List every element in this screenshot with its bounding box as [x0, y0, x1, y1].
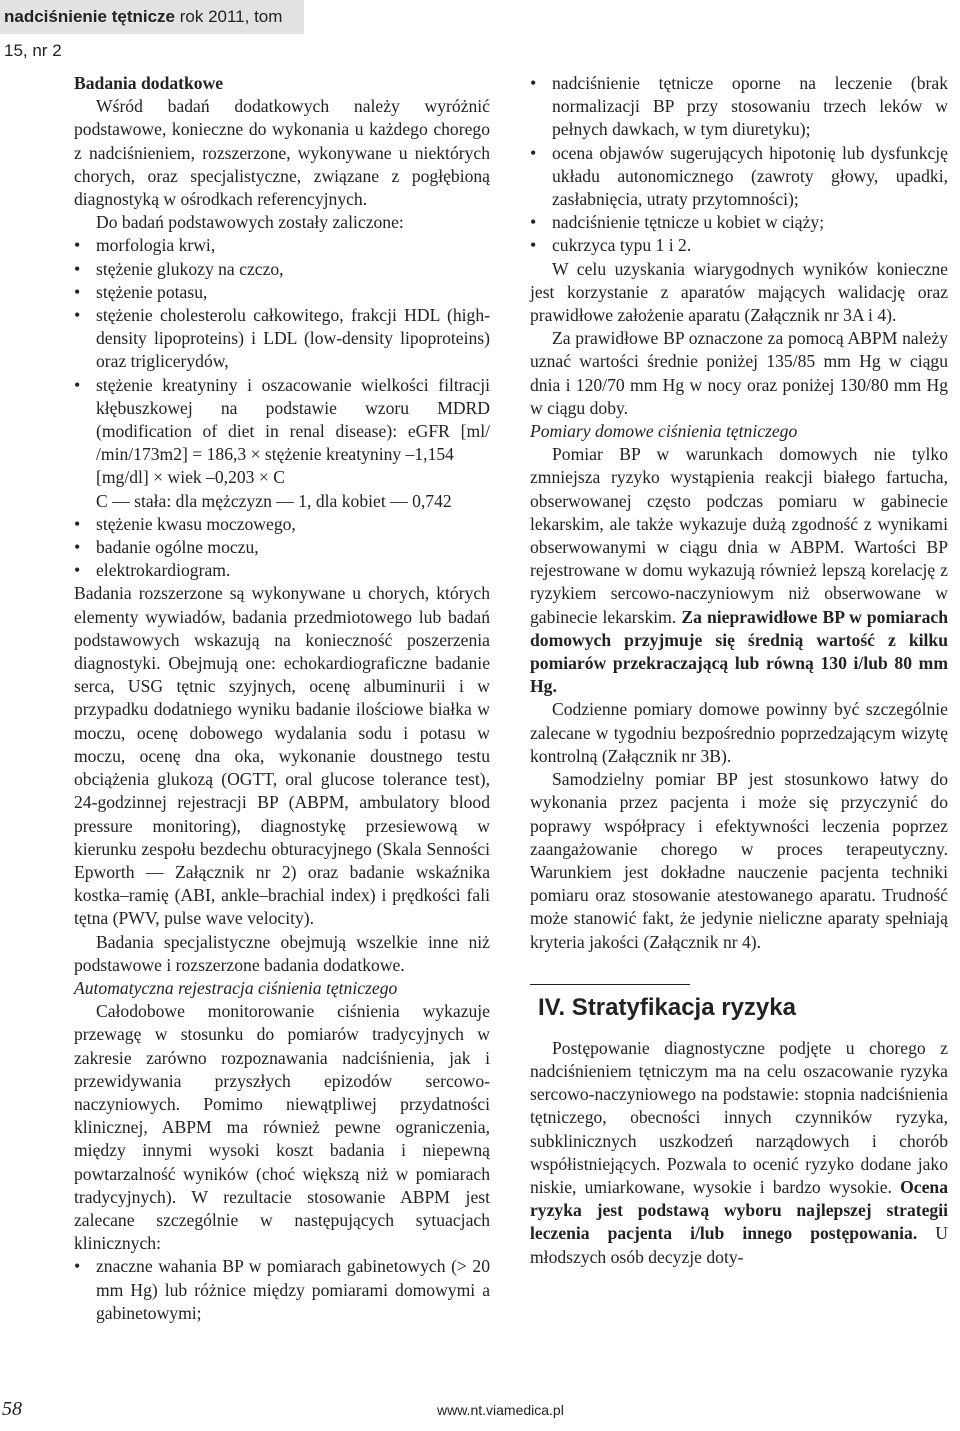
section-title: IV. Stratyfikacja ryzyka: [538, 993, 796, 1021]
list-item: • badanie ogólne moczu,: [74, 536, 490, 559]
paragraph: [530, 443, 948, 698]
abpm-indications-list: [74, 1255, 490, 1325]
abpm-indications-list-cont: [530, 72, 948, 258]
paragraph: Całodobowe monitorowanie ciśnienia wykazuje przewagę w stosunku do pomiarów tradycyjnych w zakresie zarówno rozpoznawania nadciśnienia, jak i przewidywania przyszłych epizodów sercowo-naczyniowych. Pomimo niewątpliwej przydatności klinicznej, ABPM ma również pewne ograniczenia, między innymi wysoki koszt badania i niepewną powtarzalność wyników (choć większą niż w pomiarach tradycyjnych). W rezultacie stosowanie ABPM jest zalecane szczególnie w następujących sytuacjach klinicznych:: [74, 1001, 490, 1254]
paragraph: W celu uzyskania wiarygodnych wyników konieczne jest korzystanie z aparatów mających walidację oraz prawidłowe założenie aparatu (Załącznik nr 3A i 4).: [530, 258, 948, 326]
left-column: [74, 72, 490, 1325]
list-item: • stężenie kreatyniny i oszacowanie wielkości filtracji kłębuszkowej na podstawie wzoru MDRD (modification of diet in renal disease): eGFR [ml/ /min/173m2] = 186,3 × stężenie kreatyniny –1,154: [74, 374, 490, 467]
paragraph-text: U młodszych osób decyzje doty-: [530, 1223, 948, 1267]
list-item: • znaczne wahania BP w pomiarach gabinetowych (> 20 mm Hg) lub różnice między pomiarami domowymi a gabinetowymi;: [74, 1255, 490, 1325]
mdrd-formula: [74, 466, 490, 512]
list-item: • cukrzyca typu 1 i 2.: [530, 234, 948, 257]
paragraph-bold: Za nieprawidłowe BP w pomiarach domowych przyjmuje się średnią wartość z kilku pomiarów przekraczającą lub równą 130 i/lub 80 mm Hg.: [530, 606, 949, 697]
paragraph: [530, 1037, 948, 1269]
paragraph: Za prawidłowe BP oznaczone za pomocą ABPM należy uznać wartości średnie poniżej 135/85 mm Hg w ciągu dnia i 120/70 mm Hg w nocy oraz poniżej 130/80 mm Hg w ciągu doby.: [530, 328, 948, 418]
paragraph: Codzienne pomiary domowe powinny być szczególnie zalecane w tygodniu bezpośrednio poprzedzającym wizytę kontrolną (Załącznik nr 3B).: [530, 699, 948, 766]
paragraph-bold: Ocena ryzyka jest podstawą wyboru najlepszej strategii leczenia pacjenta i/lub innego postępowania.: [530, 1176, 948, 1244]
paragraph: Do badań podstawowych zostały zaliczone:: [96, 212, 404, 233]
basic-tests-list-cont: [74, 513, 490, 583]
paragraph-text: Postępowanie diagnostyczne podjęte u chorego z nadciśnieniem tętniczym ma na celu oszacowanie ryzyka sercowo-naczyniowego na podstawie: stopnia nadciśnienia tętniczego, obecności innych czynników ryzyka, subklinicznych uszkodzeń narządowych i chorób współistniejących. Pozwala to ocenić ryzyko dodane jako niskie, umiarkowane, wysokie i bardzo wysokie.: [530, 1037, 948, 1197]
list-item: • ocena objawów sugerujących hipotonię lub dysfunkcję układu autonomicznego (zawroty głowy, upadki, zasłabnięcia, utraty przytomności);: [530, 142, 948, 212]
list-item: • stężenie cholesterolu całkowitego, frakcji HDL (high-density lipoproteins) i LDL (low-density lipoproteins) oraz triglicerydów,: [74, 304, 490, 374]
right-column: [530, 72, 948, 1269]
list-item: • nadciśnienie tętnicze oporne na leczenie (brak normalizacji BP przy stosowaniu trzech leków w pełnych dawkach, w tym diuretyku);: [530, 72, 948, 142]
paragraph: Wśród badań dodatkowych należy wyróżnić podstawowe, konieczne do wykonania u każdego chorego z nadciśnieniem, rozszerzone, wykonywane u niektórych chorych, oraz specjalistyczne, związane z pogłębioną diagnostyką w ośrodkach referencyjnych.: [74, 96, 490, 210]
footer-url: www.nt.viamedica.pl: [437, 1402, 564, 1418]
section-rule: [530, 984, 690, 985]
journal-title: nadciśnienie tętnicze: [4, 7, 175, 26]
basic-tests-list: [74, 234, 490, 466]
running-header: [0, 0, 304, 60]
page-number: 58: [2, 1398, 22, 1420]
heading-badania-dodatkowe: Badania dodatkowe: [74, 73, 224, 93]
paragraph: Samodzielny pomiar BP jest stosunkowo łatwy do wykonania przez pacjenta i może się przyczynić do poprawy współpracy i efektywności leczenia poprzez zaangażowanie chorego w proces terapeutyczny. Warunkiem jest dokładne nauczenie pacjenta techniki pomiaru oraz stosowanie atestowanego aparatu. Trudność może stanowić fakt, że jedynie nieliczne aparaty spełniają kryteria jakości (Załącznik nr 4).: [530, 769, 948, 952]
list-item: • morfologia krwi,: [74, 234, 490, 257]
journal-info: rok 2011, tom 15, nr 2: [4, 7, 283, 60]
heading-abpm: Automatyczna rejestracja ciśnienia tętniczego: [74, 977, 398, 998]
list-item: • stężenie glukozy na czczo,: [74, 258, 490, 281]
list-item: • nadciśnienie tętnicze u kobiet w ciąży;: [530, 211, 948, 234]
formula-line: [mg/dl] × wiek –0,203 × C: [96, 467, 285, 488]
list-item: • stężenie kwasu moczowego,: [74, 513, 490, 536]
list-item: • elektrokardiogram.: [74, 559, 490, 582]
section-heading: [538, 984, 948, 1023]
paragraph: Badania rozszerzone są wykonywane u chorych, których elementy wywiadów, badania przedmiotowego lub badań podstawowych wskazują na konieczność poszerzenia diagnostyki. Obejmują one: echokardiograficzne badanie serca, USG tętnic szyjnych, ocenę albuminurii i w przypadku dodatniego wyniku badanie ilościowe białka w moczu, ocenę dobowego wydalania sodu i potasu w moczu, ocenę dna oka, wykonanie doustnego testu obciążenia glukozą (OGTT, oral glucose tolerance test), 24-godzinnej rejestracji BP (ABPM, ambulatory blood pressure monitoring), diagnostykę przesiewową w kierunku zespołu bezdechu obturacyjnego (Skala Senności Epworth — Załącznik nr 2) oraz badanie wskaźnika kostka–ramię (ABI, ankle–brachial index) i prędkości fali tętna (PWV, pulse wave velocity).: [74, 583, 490, 929]
paragraph-text: Pomiar BP w warunkach domowych nie tylko zmniejsza ryzyko wystąpienia reakcji białego fartucha, obserwowanej często podczas pomiaru w gabinecie lekarskim, ale także wykazuje dużą zgodność z wynikami obserwowanymi w ciągu dnia w ABPM. Wartości BP rejestrowane w domu wykazują również lepszą korelację z ryzykiem sercowo-naczyniowym niż obserwowane w gabinecie lekarskim.: [530, 444, 948, 627]
paragraph: Badania specjalistyczne obejmują wszelkie inne niż podstawowe i rozszerzone badania dodatkowe.: [74, 931, 490, 975]
list-item: • stężenie potasu,: [74, 281, 490, 304]
heading-home-bp: Pomiary domowe ciśnienia tętniczego: [530, 421, 798, 442]
formula-constant: C — stała: dla mężczyzn — 1, dla kobiet — 0,742: [96, 490, 452, 511]
